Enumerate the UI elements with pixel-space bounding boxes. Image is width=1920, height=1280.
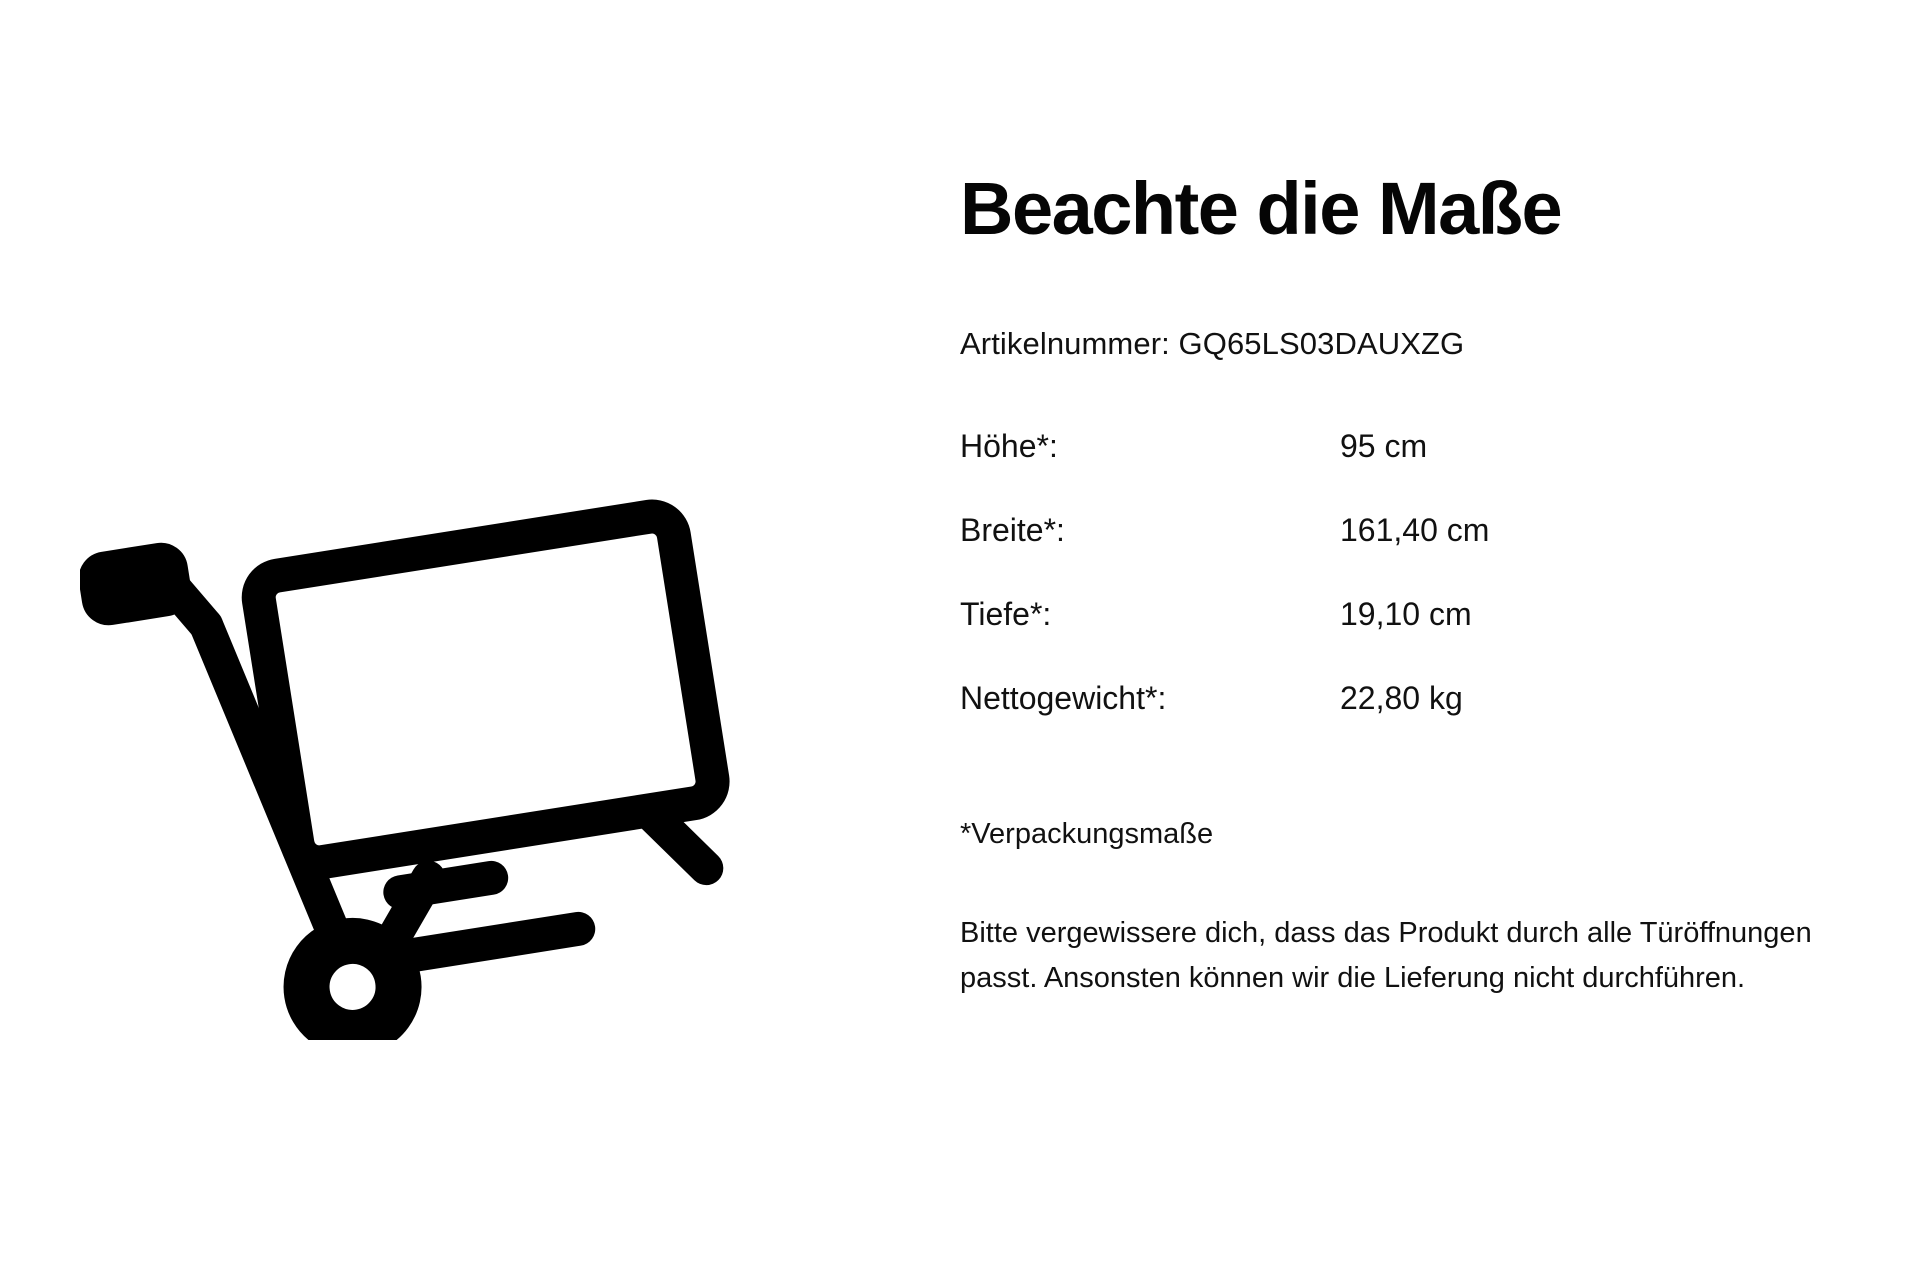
page-title: Beachte die Maße — [960, 167, 1562, 250]
dimensions-table — [960, 428, 1660, 764]
info-column — [960, 167, 1840, 1001]
spec-value-net-weight: 22,80 kg — [1340, 679, 1463, 716]
packaging-footnote: *Verpackungsmaße — [960, 817, 1214, 850]
article-number: Artikelnummer: GQ65LS03DAUXZG — [960, 325, 1465, 361]
spec-value-height: 95 cm — [1340, 427, 1428, 464]
illustration-container — [60, 460, 800, 1060]
table-row — [960, 428, 1660, 512]
spec-value-width: 161,40 cm — [1340, 511, 1490, 548]
spec-label-net-weight: Nettogewicht*: — [960, 679, 1167, 716]
spec-label-width: Breite*: — [960, 511, 1065, 548]
table-row — [960, 680, 1660, 764]
spec-label-height: Höhe*: — [960, 427, 1058, 464]
table-row — [960, 596, 1660, 680]
hand-truck-with-tv-icon — [80, 480, 780, 1040]
table-row — [960, 512, 1660, 596]
spec-value-depth: 19,10 cm — [1340, 595, 1472, 632]
spec-label-depth: Tiefe*: — [960, 595, 1052, 632]
delivery-notice: Bitte vergewissere dich, dass das Produkt durch alle Türöffnungen passt. Ansonsten können wir die Lieferung nicht durchführen. — [960, 916, 1812, 994]
